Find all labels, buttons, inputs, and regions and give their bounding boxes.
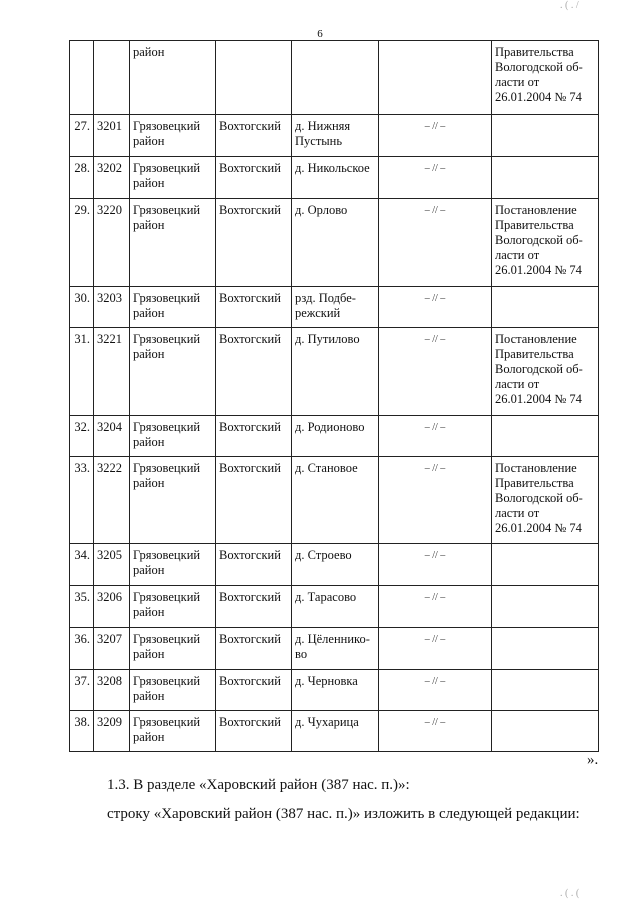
table-row [70, 416, 599, 457]
row-district: Грязовецкий район [130, 457, 216, 544]
row-place: д. Никольское [292, 157, 379, 199]
row-ditto: – // – [379, 586, 492, 628]
row-settlement: Вохтогский [216, 544, 292, 586]
instruction-text: строку «Харовский район (387 нас. п.)» изложить в следующей редакции: [107, 806, 580, 822]
row-code: 3203 [94, 287, 130, 328]
row-place: д. Строево [292, 544, 379, 586]
table-row [70, 157, 599, 199]
row-district: Грязовецкий район [130, 628, 216, 670]
table-row [70, 41, 599, 115]
row-number: 33. [70, 457, 94, 544]
row-number: 27. [70, 115, 94, 157]
row-district: Грязовецкий район [130, 115, 216, 157]
row-note: Правительства Вологодской об-ласти от 26.01.2004 № 74 [492, 41, 599, 115]
row-number [70, 41, 94, 115]
row-ditto: – // – [379, 628, 492, 670]
row-settlement: Вохтогский [216, 328, 292, 416]
row-code: 3208 [94, 670, 130, 711]
scan-mark: . ( . ( [560, 888, 580, 899]
scan-mark: . ( . / [560, 0, 579, 11]
row-district: Грязовецкий район [130, 711, 216, 752]
row-ditto: – // – [379, 287, 492, 328]
table-row [70, 544, 599, 586]
row-ditto: – // – [379, 416, 492, 457]
row-note [492, 628, 599, 670]
row-code: 3202 [94, 157, 130, 199]
row-code: 3222 [94, 457, 130, 544]
row-number: 29. [70, 199, 94, 287]
row-number: 38. [70, 711, 94, 752]
row-place [292, 41, 379, 115]
row-ditto: – // – [379, 115, 492, 157]
row-ditto: – // – [379, 157, 492, 199]
row-place: д. Путилово [292, 328, 379, 416]
row-note [492, 157, 599, 199]
row-settlement: Вохтогский [216, 199, 292, 287]
row-district: Грязовецкий район [130, 157, 216, 199]
row-code: 3206 [94, 586, 130, 628]
row-note [492, 287, 599, 328]
row-settlement [216, 41, 292, 115]
row-settlement: Вохтогский [216, 287, 292, 328]
page-number: 6 [317, 28, 323, 40]
closing-quote: ». [587, 752, 599, 768]
row-code: 3204 [94, 416, 130, 457]
row-note [492, 416, 599, 457]
clause-heading: 1.3. В разделе «Харовский район (387 нас. п.)»: [107, 777, 410, 793]
row-ditto: – // – [379, 670, 492, 711]
row-district: Грязовецкий район [130, 670, 216, 711]
row-district: Грязовецкий район [130, 199, 216, 287]
row-place: д. Становое [292, 457, 379, 544]
row-number: 28. [70, 157, 94, 199]
row-place: д. Цёленнико-во [292, 628, 379, 670]
row-district: Грязовецкий район [130, 287, 216, 328]
row-number: 34. [70, 544, 94, 586]
row-settlement: Вохтогский [216, 670, 292, 711]
settlements-table [69, 40, 599, 752]
row-district: Грязовецкий район [130, 544, 216, 586]
row-settlement: Вохтогский [216, 416, 292, 457]
row-number: 30. [70, 287, 94, 328]
row-note: Постановление Правительства Вологодской об-ласти от 26.01.2004 № 74 [492, 328, 599, 416]
row-note [492, 115, 599, 157]
row-place: д. Родионово [292, 416, 379, 457]
row-district: Грязовецкий район [130, 328, 216, 416]
row-district: район [130, 41, 216, 115]
row-note [492, 544, 599, 586]
row-ditto: – // – [379, 711, 492, 752]
table-row [70, 287, 599, 328]
row-place: д. Черновка [292, 670, 379, 711]
row-place: рзд. Подбе-режский [292, 287, 379, 328]
row-code: 3209 [94, 711, 130, 752]
row-note [492, 586, 599, 628]
row-ditto [379, 41, 492, 115]
row-district: Грязовецкий район [130, 586, 216, 628]
row-settlement: Вохтогский [216, 586, 292, 628]
row-settlement: Вохтогский [216, 157, 292, 199]
table-row [70, 115, 599, 157]
row-code: 3221 [94, 328, 130, 416]
table-row [70, 199, 599, 287]
table-row [70, 328, 599, 416]
row-code: 3220 [94, 199, 130, 287]
table-row [70, 711, 599, 752]
row-ditto: – // – [379, 199, 492, 287]
row-settlement: Вохтогский [216, 711, 292, 752]
row-number: 36. [70, 628, 94, 670]
table-row [70, 457, 599, 544]
row-ditto: – // – [379, 328, 492, 416]
table-row [70, 586, 599, 628]
row-number: 31. [70, 328, 94, 416]
row-code: 3207 [94, 628, 130, 670]
row-settlement: Вохтогский [216, 628, 292, 670]
row-settlement: Вохтогский [216, 457, 292, 544]
row-district: Грязовецкий район [130, 416, 216, 457]
row-place: д. Тарасово [292, 586, 379, 628]
row-number: 35. [70, 586, 94, 628]
row-code [94, 41, 130, 115]
row-ditto: – // – [379, 457, 492, 544]
row-number: 32. [70, 416, 94, 457]
row-ditto: – // – [379, 544, 492, 586]
row-place: д. Орлово [292, 199, 379, 287]
row-settlement: Вохтогский [216, 115, 292, 157]
table-row [70, 670, 599, 711]
row-number: 37. [70, 670, 94, 711]
row-place: д. Чухарица [292, 711, 379, 752]
row-note: Постановление Правительства Вологодской об-ласти от 26.01.2004 № 74 [492, 457, 599, 544]
row-code: 3201 [94, 115, 130, 157]
row-note [492, 670, 599, 711]
row-note: Постановление Правительства Вологодской об-ласти от 26.01.2004 № 74 [492, 199, 599, 287]
table-row [70, 628, 599, 670]
row-note [492, 711, 599, 752]
row-place: д. Нижняя Пустынь [292, 115, 379, 157]
row-code: 3205 [94, 544, 130, 586]
